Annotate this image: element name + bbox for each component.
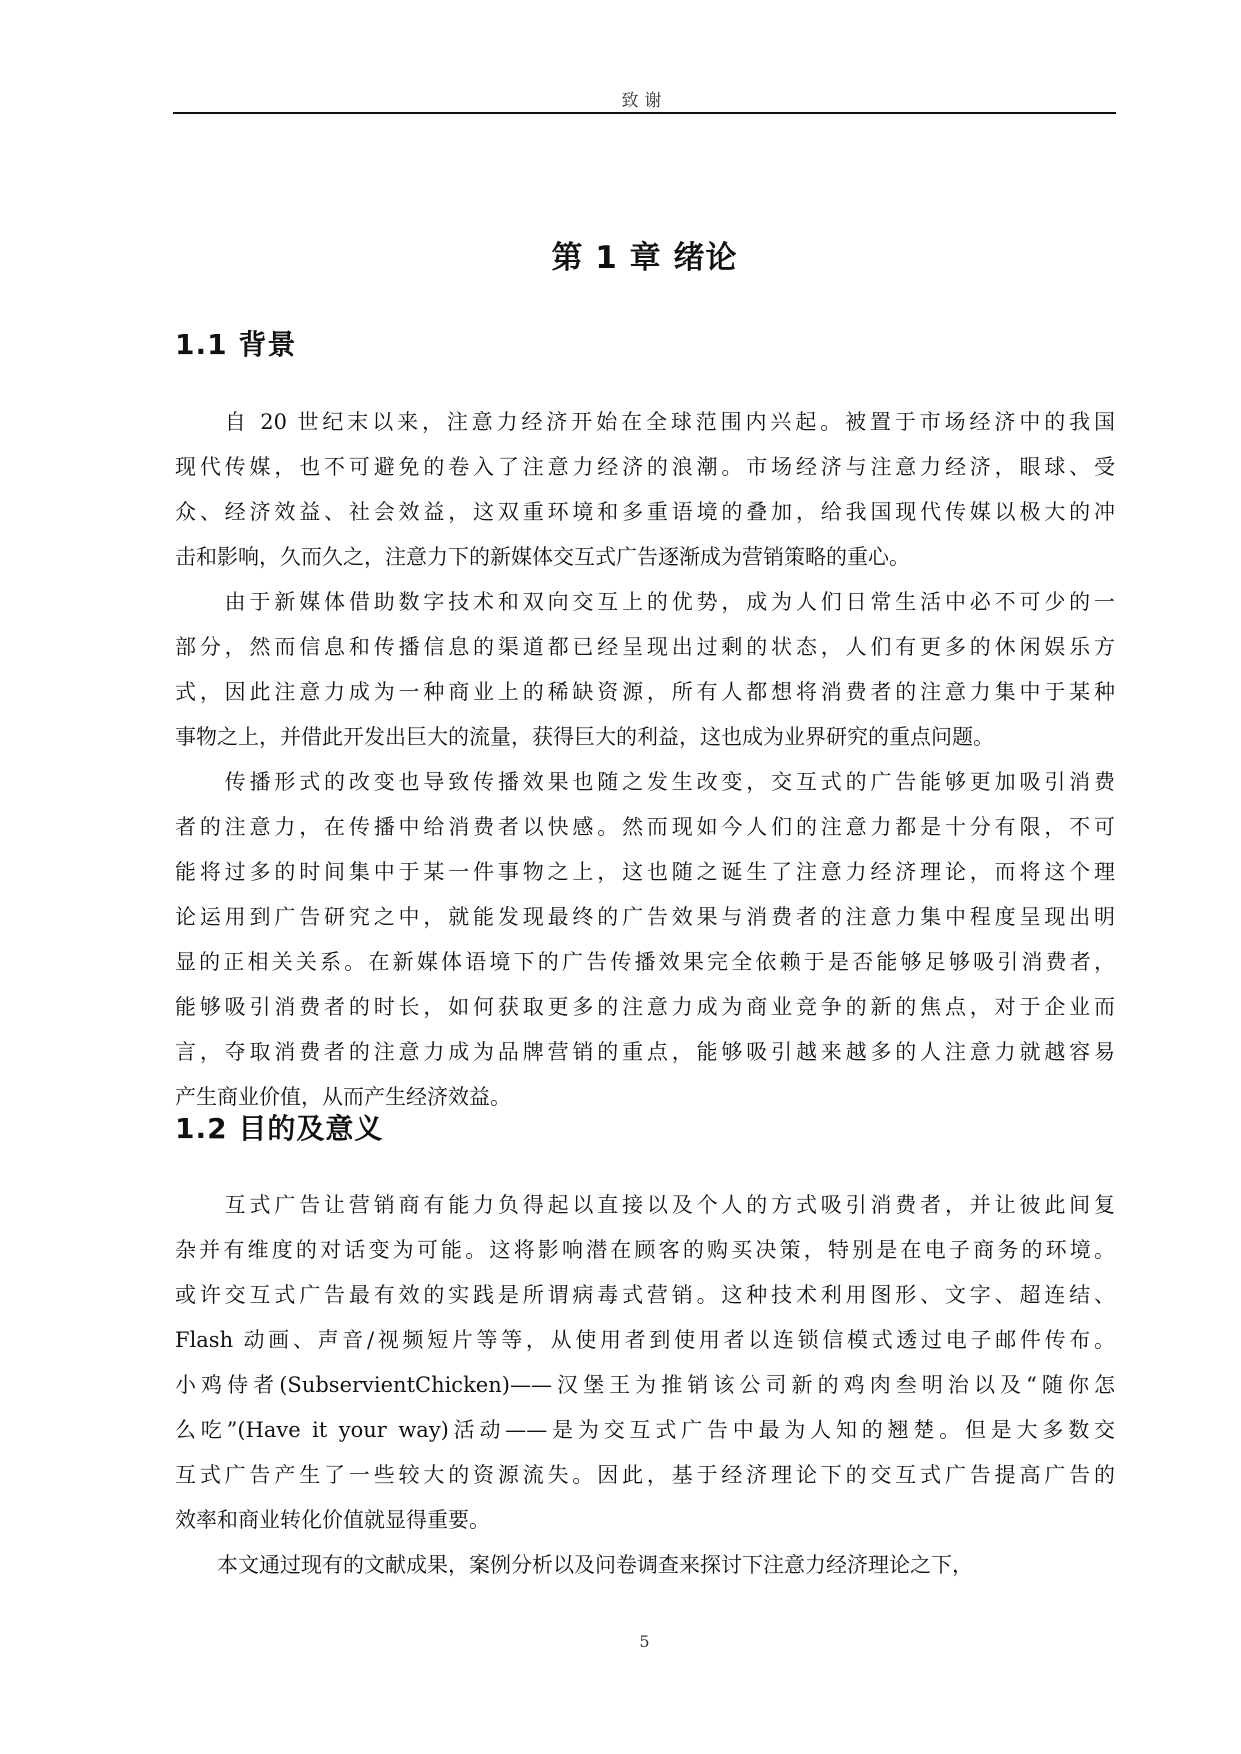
- section-heading-background: 1.1 背景: [175, 328, 297, 361]
- text-line: Flash 动画、声音/视频短片等等，从使用者到使用者以连锁信模式透过电子邮件传布。: [175, 1328, 1115, 1352]
- chapter-title: 第 1 章 绪论: [551, 240, 738, 276]
- text-line: 由于新媒体借助数字技术和双向交互上的优势，成为人们日常生活中必不可少的一: [175, 590, 1115, 614]
- header-rule: [173, 112, 1116, 114]
- text-line: 产生商业价值，从而产生经济效益。: [175, 1085, 511, 1109]
- text-line: 小鸡侍者(SubservientChicken)——汉堡王为推销该公司新的鸡肉叁明治以及“随你怎: [175, 1373, 1115, 1397]
- text-line: 式，因此注意力成为一种商业上的稀缺资源，所有人都想将消费者的注意力集中于某种: [175, 680, 1115, 704]
- text-line: 言，夺取消费者的注意力成为品牌营销的重点，能够吸引越来越多的人注意力就越容易: [175, 1040, 1115, 1064]
- text-line: 杂并有维度的对话变为可能。这将影响潜在顾客的购买决策，特别是在电子商务的环境。: [175, 1238, 1115, 1262]
- text-line: 事物之上，并借此开发出巨大的流量，获得巨大的利益，这也成为业界研究的重点问题。: [175, 725, 994, 749]
- section-body-background: [175, 400, 1115, 1120]
- text-line: 互式广告让营销商有能力负得起以直接以及个人的方式吸引消费者，并让彼此间复: [175, 1193, 1115, 1217]
- running-header: 致谢: [621, 91, 668, 111]
- text-line: 本文通过现有的文献成果，案例分析以及问卷调查来探讨下注意力经济理论之下，: [175, 1553, 973, 1577]
- page-number: 5: [639, 1632, 650, 1651]
- text-line: 效率和商业转化价值就显得重要。: [175, 1508, 490, 1532]
- text-line: 论运用到广告研究之中，就能发现最终的广告效果与消费者的注意力集中程度呈现出明: [175, 905, 1115, 929]
- text-line: 现代传媒，也不可避免的卷入了注意力经济的浪潮。市场经济与注意力经济，眼球、受: [175, 455, 1115, 479]
- text-line: 自 20 世纪末以来，注意力经济开始在全球范围内兴起。被置于市场经济中的我国: [175, 410, 1115, 434]
- text-line: 众、经济效益、社会效益，这双重环境和多重语境的叠加，给我国现代传媒以极大的冲: [175, 500, 1115, 524]
- text-line: 么吃”(Have it your way)活动——是为交互式广告中最为人知的翘楚。但是大多数交: [175, 1418, 1115, 1442]
- text-line: 者的注意力，在传播中给消费者以快感。然而现如今人们的注意力都是十分有限，不可: [175, 815, 1115, 839]
- text-line: 显的正相关关系。在新媒体语境下的广告传播效果完全依赖于是否能够足够吸引消费者，: [175, 950, 1115, 974]
- text-line: 能将过多的时间集中于某一件事物之上，这也随之诞生了注意力经济理论，而将这个理: [175, 860, 1115, 884]
- section-heading-purpose: 1.2 目的及意义: [175, 1112, 384, 1145]
- text-line: 部分，然而信息和传播信息的渠道都已经呈现出过剩的状态，人们有更多的休闲娱乐方: [175, 635, 1115, 659]
- text-line: 传播形式的改变也导致传播效果也随之发生改变，交互式的广告能够更加吸引消费: [175, 770, 1115, 794]
- text-line: 能够吸引消费者的时长，如何获取更多的注意力成为商业竞争的新的焦点，对于企业而: [175, 995, 1115, 1019]
- text-line: 或许交互式广告最有效的实践是所谓病毒式营销。这种技术利用图形、文字、超连结、: [175, 1283, 1115, 1307]
- text-line: 互式广告产生了一些较大的资源流失。因此，基于经济理论下的交互式广告提高广告的: [175, 1463, 1115, 1487]
- text-line: 击和影响，久而久之，注意力下的新媒体交互式广告逐渐成为营销策略的重心。: [175, 545, 910, 569]
- section-body-purpose: [175, 1183, 1115, 1588]
